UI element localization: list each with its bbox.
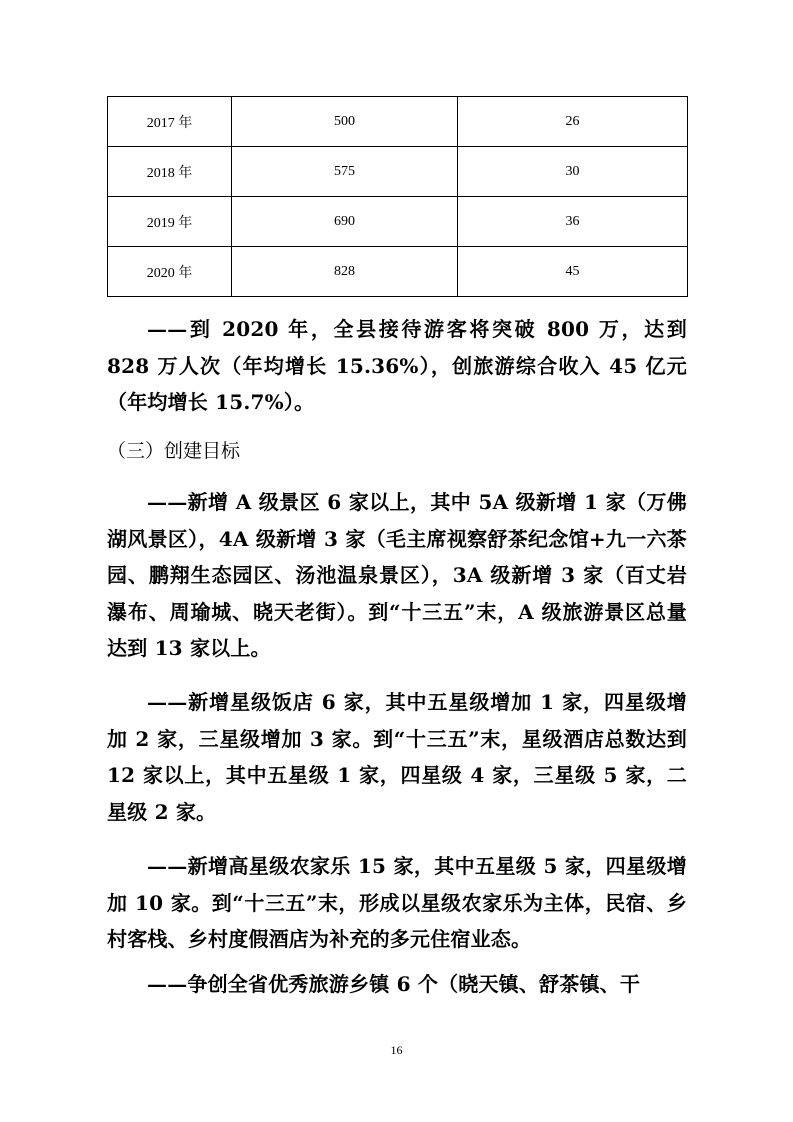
year-cell: 2020 年 xyxy=(108,247,232,297)
income-cell: 30 xyxy=(458,147,688,197)
year-cell: 2017 年 xyxy=(108,97,232,147)
paragraph-a-level-scenic: ——新增 A 级景区 6 家以上，其中 5A 级新增 1 家（万佛湖风景区），4A 级新增 3 家（毛主席视察舒茶纪念馆+九一六茶园、鹏翔生态园区、汤池温泉景区），3A 级新增 3 家（百丈岩瀑布、周瑜城、晓天老街）。到“十三五”末，A 级旅游景区总量达到 13 家以上。 xyxy=(107,490,687,660)
visitors-cell: 500 xyxy=(232,97,458,147)
visitors-cell: 575 xyxy=(232,147,458,197)
table-row xyxy=(108,97,688,147)
income-cell: 36 xyxy=(458,197,688,247)
page-number: 16 xyxy=(390,1043,403,1057)
table-row xyxy=(108,247,688,297)
income-cell: 45 xyxy=(458,247,688,297)
visitors-cell: 828 xyxy=(232,247,458,297)
visitors-cell: 690 xyxy=(232,197,458,247)
paragraph-farm-stays: ——新增高星级农家乐 15 家，其中五星级 5 家，四星级增加 10 家。到“十三五”末，形成以星级农家乐为主体，民宿、乡村客栈、乡村度假酒店为补充的多元住宿业态。 xyxy=(107,854,687,951)
income-cell: 26 xyxy=(458,97,688,147)
year-cell: 2019 年 xyxy=(108,197,232,247)
section-heading-targets: （三）创建目标 xyxy=(107,440,241,462)
table-row xyxy=(108,197,688,247)
tourism-targets-table xyxy=(107,96,688,297)
paragraph-tourism-2020: ——到 2020 年，全县接待游客将突破 800 万，达到 828 万人次（年均增长 15.36%），创旅游综合收入 45 亿元（年均增长 15.7%）。 xyxy=(107,317,687,414)
year-cell: 2018 年 xyxy=(108,147,232,197)
paragraph-star-hotels: ——新增星级饭店 6 家，其中五星级增加 1 家，四星级增加 2 家，三星级增加 3 家。到“十三五”末，星级酒店总数达到 12 家以上，其中五星级 1 家，四星级 4 家，三星级 5 家，二星级 2 家。 xyxy=(107,690,687,824)
table-row xyxy=(108,147,688,197)
paragraph-tourism-towns: ——争创全省优秀旅游乡镇 6 个（晓天镇、舒茶镇、干 xyxy=(147,972,641,996)
